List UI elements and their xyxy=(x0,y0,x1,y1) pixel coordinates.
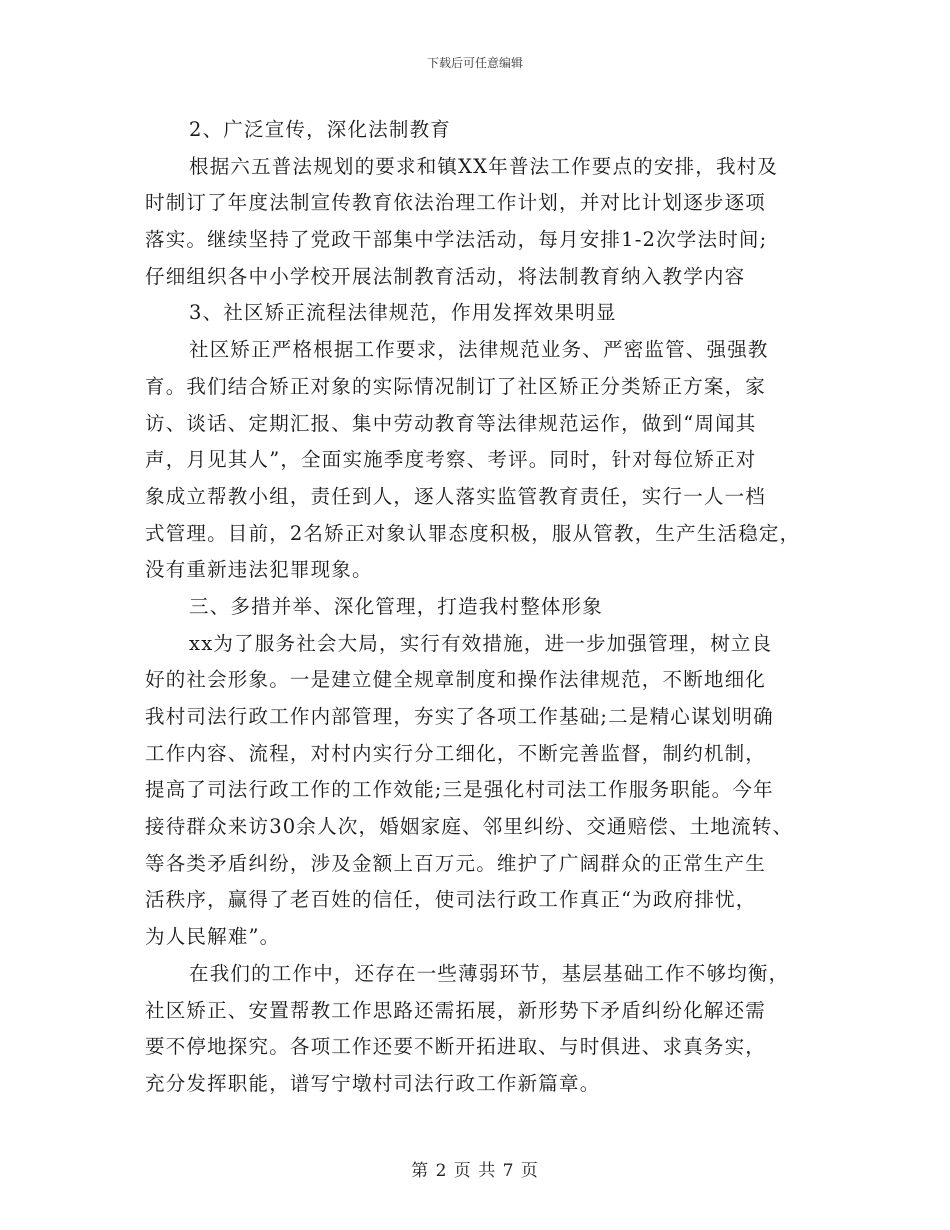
paragraph-line: 接待群众来访30余人次，婚姻家庭、邻里纠纷、交通赔偿、土地流转、 xyxy=(145,815,794,839)
paragraph-line: 好的社会形象。一是建立健全规章制度和操作法律规范，不断地细化 xyxy=(145,668,767,692)
paragraph-line: 象成立帮教小组，责任到人，逐人落实监管教育责任，实行一人一档 xyxy=(145,484,767,508)
paragraph-line: 等各类矛盾纠纷，涉及金额上百万元。维护了广阔群众的正常生产生 xyxy=(145,851,767,875)
paragraph-line: 为人民解难”。 xyxy=(145,925,281,949)
paragraph-line: 我村司法行政工作内部管理，夯实了各项工作基础;二是精心谋划明确 xyxy=(145,705,774,728)
paragraph-line: 充分发挥职能，谱写宁墩村司法行政工作新篇章。 xyxy=(145,1071,601,1095)
paragraph-line: 社区矫正、安置帮教工作思路还需拓展，新形势下矛盾纠纷化解还需 xyxy=(145,998,767,1022)
paragraph-line: 要不停地探究。各项工作还要不断开拓进取、与时俱进、求真务实， xyxy=(145,1035,767,1059)
paragraph-line: xx为了服务社会大局，实行有效措施，进一步加强管理，树立良 xyxy=(189,631,773,655)
section-heading: 三、多措并举、深化管理，打造我村整体形象 xyxy=(189,594,604,618)
paragraph-line: 访、谈话、定期汇报、集中劳动教育等法律规范运作，做到“周闻其 xyxy=(145,411,757,435)
paragraph-line: 社区矫正严格根据工作要求，法律规范业务、严密监管、强强教 xyxy=(189,338,769,362)
paragraph-line: 没有重新违法犯罪现象。 xyxy=(145,558,373,582)
paragraph-line: 时制订了年度法制宣传教育依法治理工作计划，并对比计划逐步逐项 xyxy=(145,191,767,215)
paragraph-line: 工作内容、流程，对村内实行分工细化，不断完善监督，制约机制， xyxy=(145,741,767,765)
paragraph-line: 活秩序，赢得了老百姓的信任，使司法行政工作真正“为政府排忧， xyxy=(145,888,757,912)
paragraph-line: 根据六五普法规划的要求和镇XX年普法工作要点的安排，我村及 xyxy=(189,154,779,178)
paragraph-line: 在我们的工作中，还存在一些薄弱环节，基层基础工作不够均衡， xyxy=(189,961,790,985)
page-header: 下载后可任意编辑 xyxy=(426,56,523,70)
paragraph-line: 式管理。目前，2名矫正对象认罪态度积极，服从管教，生产生活稳定， xyxy=(145,521,801,545)
section-heading: 3、社区矫正流程法律规范，作用发挥效果明显 xyxy=(189,301,617,325)
paragraph-line: 提高了司法行政工作的工作效能;三是强化村司法工作服务职能。今年 xyxy=(145,778,774,802)
page-footer: 第 2 页 共 7 页 xyxy=(411,1161,539,1181)
section-heading: 2、广泛宣传，深化法制教育 xyxy=(189,118,452,141)
paragraph-line: 声，月见其人”，全面实施季度考察、考评。同时，针对每位矫正对 xyxy=(145,448,757,472)
paragraph-line: 仔细组织各中小学校开展法制教育活动，将法制教育纳入教学内容 xyxy=(145,264,746,288)
paragraph-line: 育。我们结合矫正对象的实际情况制订了社区矫正分类矫正方案，家 xyxy=(145,374,767,398)
document-body xyxy=(145,112,835,1103)
paragraph-line: 落实。继续坚持了党政干部集中学法活动，每月安排1-2次学法时间; xyxy=(145,228,768,252)
